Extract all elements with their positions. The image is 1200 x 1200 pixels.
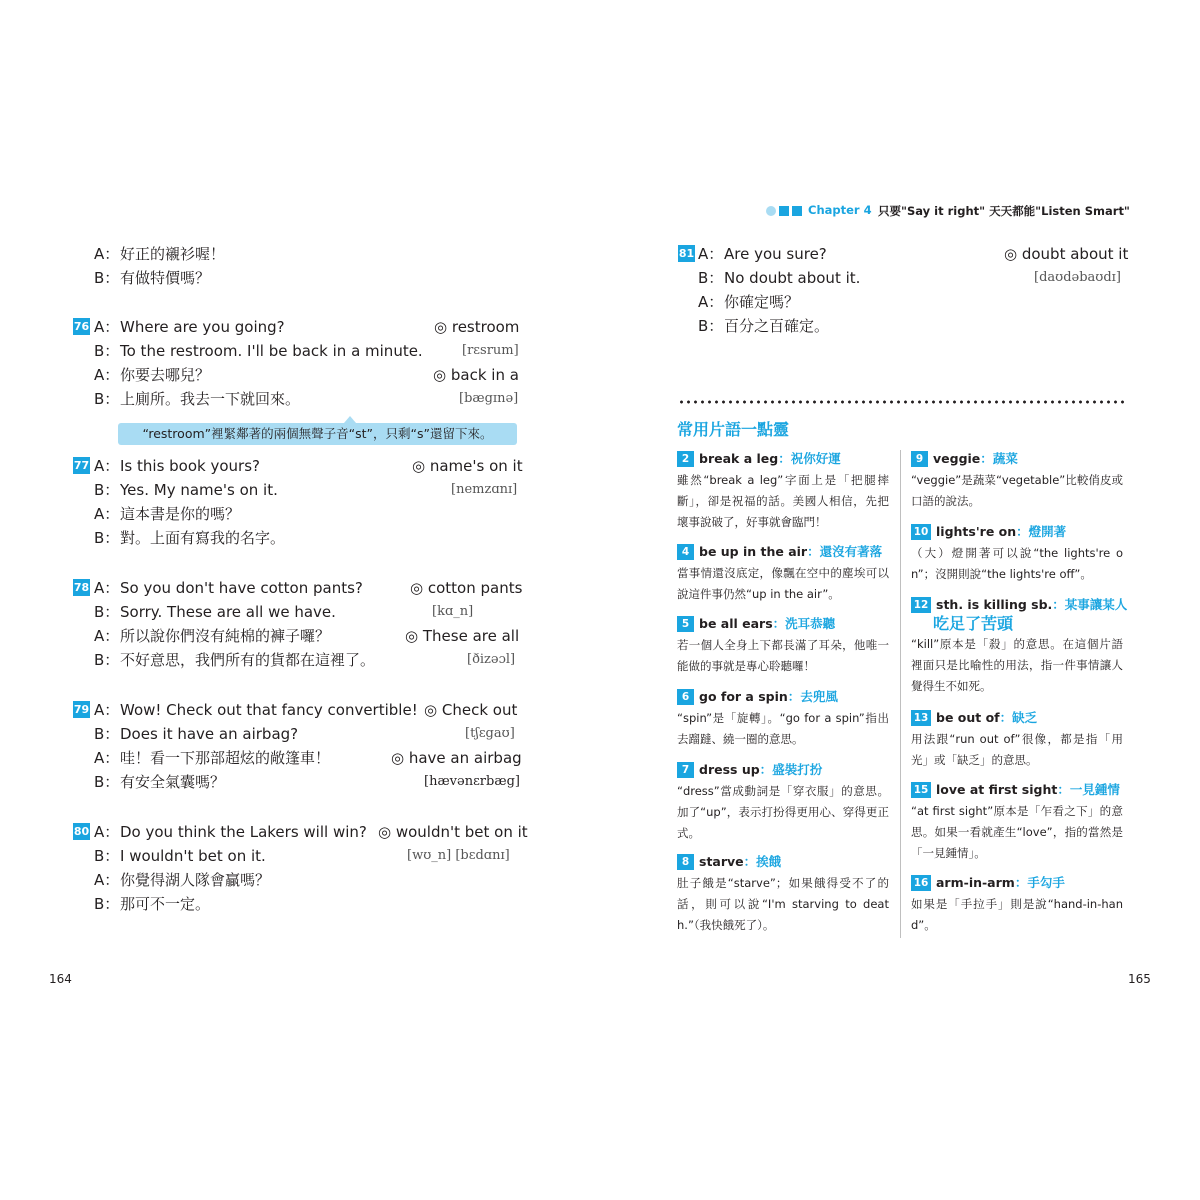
- dialogue-line: [94, 869, 518, 891]
- dialogue-line: [94, 364, 518, 386]
- phrase-en: be all ears: [699, 616, 773, 631]
- phrase-en: dress up: [699, 762, 760, 777]
- phrase-number: 5: [677, 616, 694, 632]
- phrase-entry: 12 sth. is killing sb.：某事讓某人 吃足了苦頭 “kill”原本是「殺」的意思。在這個片語裡面只是比喻性的用法，指一件事情讓人覺得生不如死。: [911, 595, 1123, 697]
- phrase-zh: 洗耳恭聽: [785, 616, 836, 631]
- phrase-body: 如果是「手拉手」則是說“hand-in-hand”。: [911, 897, 1123, 932]
- phonetic: [ðizəɔl]: [467, 652, 516, 667]
- speaker-label: A：: [94, 871, 120, 889]
- phrase-en: break a leg: [699, 451, 779, 466]
- speaker-label: A：: [94, 318, 120, 336]
- line-text: No doubt about it.: [724, 269, 861, 287]
- dialogue-line: [94, 267, 524, 289]
- phrase-number: 13: [911, 710, 931, 726]
- dialogue-line: [94, 771, 518, 793]
- dialogue-line: [698, 243, 1129, 265]
- keyword-mark: ◎ back in a: [433, 366, 519, 384]
- speaker-label: B：: [94, 725, 120, 743]
- line-text: Is this book yours?: [120, 457, 260, 475]
- phrase-zh: 燈開著: [1028, 524, 1067, 539]
- dialogue-line: [94, 527, 518, 549]
- phrase-number: 6: [677, 689, 694, 705]
- phrase-zh: 還沒有著落: [819, 544, 883, 559]
- dialogue-line: [94, 649, 518, 671]
- line-text: Sorry. These are all we have.: [120, 603, 336, 621]
- dialogue-line: [698, 267, 1122, 289]
- dotted-divider: [678, 399, 1124, 405]
- phonetic: [wʊ_n] [bɛdɑnɪ]: [407, 848, 510, 863]
- dialogue-line: [94, 316, 518, 338]
- speaker-label: B：: [94, 651, 120, 669]
- phrase-body: （大）燈開著可以說“the lights're on”；沒開則說“the lights're off”。: [911, 546, 1123, 581]
- line-text: 對。上面有寫我的名字。: [120, 529, 286, 547]
- phrase-body: “kill”原本是「殺」的意思。在這個片語裡面只是比喻性的用法，指一件事情讓人覺得生不如死。: [911, 637, 1123, 693]
- line-text: Do you think the Lakers will win?: [120, 823, 367, 841]
- line-text: 上廁所。我去一下就回來。: [120, 390, 301, 408]
- keyword-mark: ◎ doubt about it: [1004, 245, 1129, 263]
- phrase-number: 16: [911, 875, 931, 891]
- keyword-mark: ◎ restroom: [434, 318, 520, 336]
- speaker-label: A：: [94, 701, 120, 719]
- dialogue-line: [94, 723, 518, 745]
- speaker-label: A：: [94, 749, 120, 767]
- speaker-label: B：: [94, 773, 120, 791]
- phrase-entry: 4 be up in the air：還沒有著落 當事情還沒底定，像飄在空中的塵埃可以說這件事仍然“up in the air”。: [677, 542, 889, 605]
- phrase-en: lights're on: [936, 524, 1017, 539]
- phrase-entry: 6 go for a spin：去兜風 “spin”是「旋轉」。“go for a spin”指出去蹓躂、繞一圈的意思。: [677, 687, 889, 750]
- phonetic: [nemzɑnɪ]: [451, 482, 518, 497]
- phrase-en: be out of: [936, 710, 1000, 725]
- note-tail: [344, 416, 356, 423]
- dialogue-line: [94, 479, 518, 501]
- dialogue-line: [94, 388, 518, 410]
- phrase-number: 2: [677, 451, 694, 467]
- phonetic: [kɑ_n]: [432, 604, 474, 619]
- speaker-label: B：: [94, 342, 120, 360]
- phrase-number: 8: [677, 854, 694, 870]
- phrase-entry: 9 veggie：蔬菜 “veggie”是蔬菜“vegetable”比較俏皮或口語的說法。: [911, 449, 1123, 512]
- line-text: I wouldn't bet on it.: [120, 847, 266, 865]
- phrase-en: love at first sight: [936, 782, 1058, 797]
- phrase-entry: 13 be out of：缺乏 用法跟“run out of”很像，都是指「用光」或「缺乏」的意思。: [911, 708, 1123, 771]
- phonetic: [daʊdəbaʊdɪ]: [1034, 270, 1121, 285]
- speaker-label: A：: [94, 579, 120, 597]
- line-text: 你覺得湖人隊會贏嗎？: [120, 871, 271, 889]
- line-text: 百分之百確定。: [724, 317, 830, 335]
- speaker-label: A：: [698, 245, 724, 263]
- speaker-label: B：: [698, 269, 724, 287]
- phrase-number: 9: [911, 451, 928, 467]
- line-text: 有做特價嗎？: [120, 269, 211, 287]
- column-divider: [900, 450, 901, 938]
- dialogue-number: 81: [678, 247, 695, 260]
- dialogue-line: [94, 577, 523, 599]
- phrase-zh: 挨餓: [756, 854, 782, 869]
- line-text: 那可不一定。: [120, 895, 211, 913]
- dialogue-line: [94, 845, 518, 867]
- dialogue-line: [698, 315, 1122, 337]
- phrase-zh: 一見鍾情: [1069, 782, 1120, 797]
- speaker-label: A：: [94, 823, 120, 841]
- speaker-label: B：: [94, 895, 120, 913]
- phrase-en: arm-in-arm: [936, 875, 1015, 890]
- line-text: 你確定嗎？: [724, 293, 800, 311]
- speaker-label: B：: [94, 847, 120, 865]
- phrase-entry: 16 arm-in-arm：手勾手 如果是「手拉手」則是說“hand-in-hand”。: [911, 873, 1123, 936]
- dialogue-line: [94, 243, 524, 265]
- phrase-zh-line2: 吃足了苦頭: [933, 614, 1014, 633]
- line-text: Yes. My name's on it.: [120, 481, 278, 499]
- line-text: Wow! Check out that fancy convertible!: [120, 701, 418, 719]
- speaker-label: A：: [698, 293, 724, 311]
- speaker-label: B：: [94, 269, 120, 287]
- keyword-mark: ◎ These are all: [405, 627, 520, 645]
- phrase-en: veggie: [933, 451, 981, 466]
- dialogue-number: 78: [73, 581, 90, 594]
- line-text: So you don't have cotton pants?: [120, 579, 363, 597]
- line-text: 哇！看一下那部超炫的敞篷車！: [120, 749, 331, 767]
- dialogue-line: [94, 747, 522, 769]
- phrase-number: 12: [911, 597, 931, 613]
- keyword-mark: ◎ have an airbag: [391, 749, 522, 767]
- phrase-en: sth. is killing sb.: [936, 597, 1053, 612]
- page-number: 164: [49, 972, 72, 986]
- speaker-label: B：: [94, 390, 120, 408]
- phrase-en: go for a spin: [699, 689, 788, 704]
- line-text: 你要去哪兒？: [120, 366, 211, 384]
- dialogue-line: [94, 601, 518, 623]
- phrase-en: starve: [699, 854, 744, 869]
- phrase-entry: 2 break a leg：祝你好運 雖然“break a leg”字面上是「把腿摔斷」，卻是祝福的話。美國人相信，先把壞事說破了，好事就會臨門！: [677, 449, 889, 533]
- page-number: 165: [1128, 972, 1151, 986]
- phonetic: [tʃɛgaʊ]: [465, 726, 515, 741]
- speaker-label: B：: [94, 529, 120, 547]
- speaker-label: B：: [698, 317, 724, 335]
- phrase-zh: 去兜風: [800, 689, 838, 704]
- phrase-body: “veggie”是蔬菜“vegetable”比較俏皮或口語的說法。: [911, 473, 1123, 508]
- phrase-entry: 8 starve：挨餓 肚子餓是“starve”；如果餓得受不了的話，則可以說“I'm starving to death.”（我快餓死了）。: [677, 852, 889, 936]
- phrase-number: 7: [677, 762, 694, 778]
- phrase-body: 用法跟“run out of”很像，都是指「用光」或「缺乏」的意思。: [911, 732, 1123, 767]
- phrase-body: “dress”當成動詞是「穿衣服」的意思。加了“up”，表示打扮得更用心、穿得更正式。: [677, 784, 889, 840]
- phrase-zh: 蔬菜: [992, 451, 1018, 466]
- dialogue-line: [94, 699, 518, 721]
- line-text: 所以說你們沒有純棉的褲子囉？: [120, 627, 331, 645]
- speaker-label: A：: [94, 627, 120, 645]
- dialogue-number: 76: [73, 320, 90, 333]
- phrase-zh: 某事讓某人: [1064, 597, 1128, 612]
- phrase-body: 肚子餓是“starve”；如果餓得受不了的話，則可以說“I'm starving to death.”（我快餓死了）。: [677, 876, 889, 932]
- line-text: Where are you going?: [120, 318, 285, 336]
- dialogue-number: 77: [73, 459, 90, 472]
- phrase-en: be up in the air: [699, 544, 808, 559]
- keyword-mark: ◎ Check out: [424, 701, 518, 719]
- phrase-body: “spin”是「旋轉」。“go for a spin”指出去蹓躂、繞一圈的意思。: [677, 711, 889, 746]
- tip-note: “restroom”裡緊鄰著的兩個無聲子音“st”，只剩“s”還留下來。: [118, 423, 517, 445]
- dialogue-number: 80: [73, 825, 90, 838]
- line-text: Are you sure?: [724, 245, 827, 263]
- phonetic: [bægɪnə]: [459, 391, 519, 406]
- phrase-number: 4: [677, 544, 694, 560]
- keyword-mark: ◎ wouldn't bet on it: [378, 823, 528, 841]
- phrase-body: 當事情還沒底定，像飄在空中的塵埃可以說這件事仍然“up in the air”。: [677, 566, 889, 601]
- phrase-number: 10: [911, 524, 931, 540]
- speaker-label: B：: [94, 603, 120, 621]
- phrase-zh: 缺乏: [1012, 710, 1038, 725]
- line-text: 不好意思，我們所有的貨都在這裡了。: [120, 651, 376, 669]
- line-text: Does it have an airbag?: [120, 725, 299, 743]
- phrase-entry: 7 dress up：盛裝打扮 “dress”當成動詞是「穿衣服」的意思。加了“up”，表示打扮得更用心、穿得更正式。: [677, 760, 889, 844]
- phrase-number: 15: [911, 782, 931, 798]
- speaker-label: A：: [94, 245, 120, 263]
- phrase-zh: 祝你好運: [790, 451, 841, 466]
- dialogue-line: [698, 291, 1122, 313]
- phrase-body: 若一個人全身上下都長滿了耳朵，他唯一能做的事就是專心聆聽囉！: [677, 638, 889, 673]
- phrase-body: “at first sight”原本是「乍看之下」的意思。如果一看就產生“love”，指的當然是「一見鍾情」。: [911, 804, 1123, 860]
- dialogue-line: [94, 625, 518, 647]
- dialogue-line: [94, 455, 523, 477]
- speaker-label: A：: [94, 505, 120, 523]
- section-title: 常用片語一點靈: [677, 420, 790, 439]
- dialogue-line: [94, 893, 518, 915]
- phrase-zh: 盛裝打扮: [772, 762, 823, 777]
- speaker-label: A：: [94, 457, 120, 475]
- line-text: To the restroom. I'll be back in a minute.: [120, 342, 423, 360]
- dialogue-number: 79: [73, 703, 90, 716]
- phonetic: [rɛsrum]: [462, 343, 519, 358]
- keyword-mark: ◎ name's on it: [412, 457, 523, 475]
- chapter-subtitle: 只要"Say it right" 天天都能"Listen Smart": [878, 204, 1130, 218]
- chapter-label: Chapter 4: [808, 203, 872, 217]
- line-text: 好正的襯衫喔！: [120, 245, 226, 263]
- dialogue-line: [94, 503, 518, 525]
- phonetic: [hævənɛrbæg]: [424, 774, 520, 789]
- dialogue-line: [94, 340, 518, 362]
- phrase-entry: 15 love at first sight：一見鍾情 “at first sight”原本是「乍看之下」的意思。如果一看就產生“love”，指的當然是「一見鍾情」。: [911, 780, 1123, 864]
- speaker-label: B：: [94, 481, 120, 499]
- dialogue-line: [94, 821, 528, 843]
- keyword-mark: ◎ cotton pants: [410, 579, 523, 597]
- phrase-body: 雖然“break a leg”字面上是「把腿摔斷」，卻是祝福的話。美國人相信，先把壞事說破了，好事就會臨門！: [677, 473, 889, 529]
- speaker-label: A：: [94, 366, 120, 384]
- phrase-entry: 10 lights're on：燈開著 （大）燈開著可以說“the lights're on”；沒開則說“the lights're off”。: [911, 522, 1123, 585]
- phrase-zh: 手勾手: [1027, 875, 1065, 890]
- line-text: 有安全氣囊嗎？: [120, 773, 226, 791]
- line-text: 這本書是你的嗎？: [120, 505, 241, 523]
- phrase-entry: 5 be all ears：洗耳恭聽 若一個人全身上下都長滿了耳朵，他唯一能做的事就是專心聆聽囉！: [677, 614, 889, 677]
